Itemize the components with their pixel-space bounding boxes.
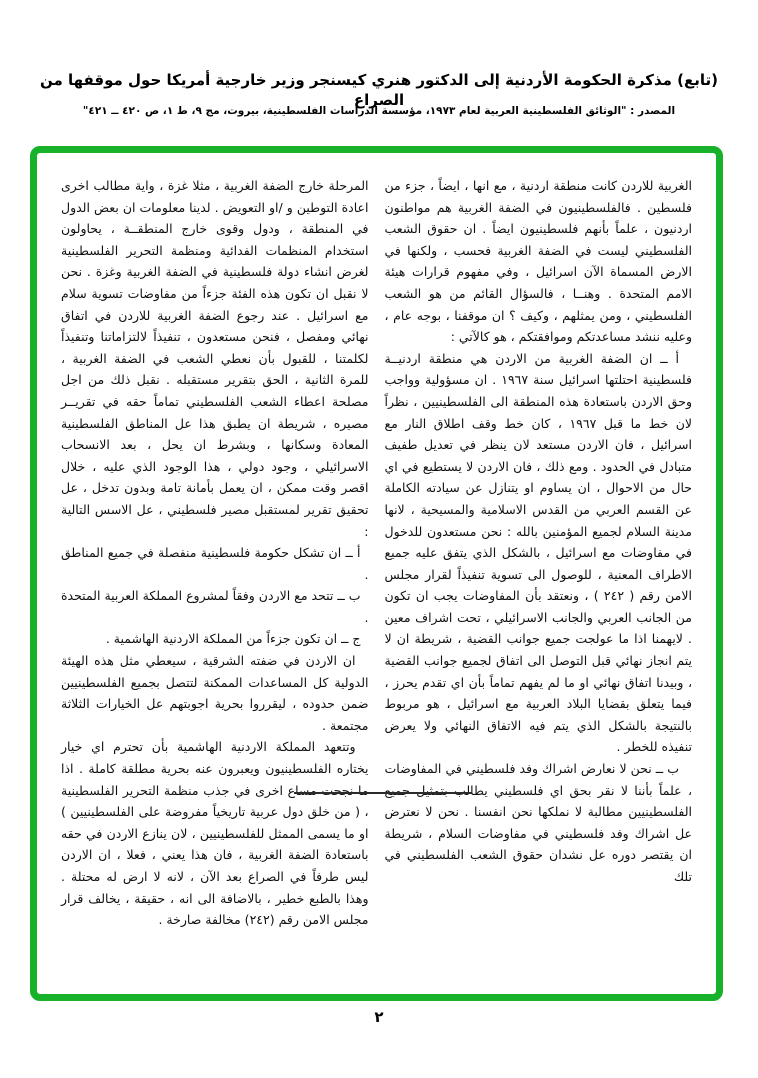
paragraph-point-a: أ ــ ان الضفة الغربية من الاردن هي منطقة اردنيــة فلسطينية احتلتها اسرائيل سنة ١٩٦٧ . ان مسؤولية وواجب وحق الاردن باستعادة هذه المنطقة الى الفلسطينيين ، نظراً لان خط ما قبل ١٩٦٧ ، كان خط وقف اطلاق النار مع اسرائيل ، فان الاردن مستعد لان ينظر في تعديل طفيف متبادل في الحدود . ومع ذلك ، فان الاردن لا يستطيع في اي حال من الاحوال ، ان يساوم او يتنازل عن سيادته الكاملة عن القسم العربي من القدس الاسلامية والمسيحية ، لانها مدينة السلام لجميع المؤمنين بالله : نحن مستعدون للدخول في مفاوضات مع اسرائيل ، بالشكل الذي يتفق عليه جميع الاطراف المعنية ، للوصول الى تسوية تنفيذاً لقرار مجلس الامن رقم ( ٢٤٢ ) ، ونعتقد بأن المفاوضات يجب ان تكون من الجانب العربي والجانب الاسرائيلي ، تحت اشراف معين . لايهمنا اذا ما عولجت جميع جوانب القضية ، شريطة ان لا يتم انجاز نهائي قبل التوصل الى اتفاق لجميع جوانب القضية ، وبيدنا اتفاق نهائي او ما لم يفهم تماماً بأن اي تقدم يحرز ، فيما يتعلق بقضايا البلاد العربية مع اسرائيل ، هو مربوط بالنتيجة بالشكل الذي يتم فيه الاتفاق النهائي ولا يعرض تنفيذه للخطر . bbox=[384, 350, 693, 755]
paragraph-jordan-east-bank: ان الاردن في ضفته الشرقية ، سيعطي مثل هذه الهيئة الدولية كل المساعدات الممكنة لتتصل بجميع الفلسطينيين ضمن حدوده ، ليقرروا بحرية اجوبتهم عل الخيارات الثلاثة مجتمعة . bbox=[61, 653, 369, 733]
option-item-b: ب ــ تتحد مع الاردن وفقاً لمشروع المملكة العربية المتحدة . bbox=[61, 588, 369, 625]
option-item-a: أ ــ ان تشكل حكومة فلسطينية منفصلة في جميع المناطق . bbox=[61, 545, 369, 582]
column-right bbox=[385, 175, 693, 994]
end-of-document-rule bbox=[294, 792, 472, 794]
green-document-frame bbox=[30, 146, 723, 1001]
source-citation: المصدر : "الوثائق الفلسطينية العربية لعام ١٩٧٣، مؤسسة الدراسات الفلسطينية، بيروت، مج ٩، ط ١، ص ٤٢٠ ــ ٤٢١" bbox=[82, 105, 676, 117]
paragraph-continuation: المرحلة خارج الضفة الغربية ، مثلا غزة ، واية مطالب اخرى اعادة التوطين و /او التعويض . لدينا معلومات ان بعض الدول في المنطقة ، ودول وقوى خارج المنطقــة ، يحاولون استخدام المنظمات الفدائية ومنظمة التحرير الفلسطينية لغرض انشاء دولة فلسطينية في الضفة الغربية وغزة . نحن لا نقبل ان تكون هذه الفئة جزءاً من مفاوضات تسوية سلام مع اسرائيل . عند رجوع الضفة الغربية للاردن في اتفاق نهائي ومفصل ، فنحن مستعدون ، تنفيذاً لالتزاماتنا وتنفيذاً لكلمتنا ، للقبول بأن نعطي الشعب في الضفة الغربية ، للمرة الثانية ، الحق بتقرير مستقبله . نقبل ذلك من اجل مصلحة اعطاء الشعب الفلسطيني تماماً حقه في تقريــر مصيره ، شريطة ان يطبق هذا عل المناطق الفلسطينية المعادة وسكانها ، وبشرط ان يحل ، بعد الانسحاب الاسرائيلي ، وجود دولي ، هذا الوجود الذي عليه ، خلال اقصر وقت ممكن ، ان يعمل بأمانة تامة وبدون تدخل ، عل تحقيق تقرير لمستقبل مصير فلسطيني ، عل الاسس التالية : bbox=[61, 178, 369, 539]
option-item-c: ج ــ ان تكون جزءاً من المملكة الاردنية الهاشمية . bbox=[105, 631, 361, 647]
document-body bbox=[37, 153, 716, 994]
column-left bbox=[61, 175, 369, 994]
page-number: ٢ bbox=[374, 1008, 384, 1026]
document-title: (تابع) مذكرة الحكومة الأردنية إلى الدكتور هنري كيسنجر وزير خارجية أمريكا حول موقفها من الصراع bbox=[39, 71, 719, 109]
paragraph-continuation: الغربية للاردن كانت منطقة اردنية ، مع انها ، ايضاً ، جزء من فلسطين . فالفلسطينيون في الضفة الغربية هم مواطنون اردنيون ، علماً بأنهم فلسطينيون ايضاً . ان حقوق الشعب الفلسطيني ليست في الضفة الغربية فحسب ، ولكنها في الارض المسماة الآن اسرائيل ، وفي مفهوم قرارات هيئة الامم المتحدة . وهنــا ، فالسؤال القائم من هو الشعب الفلسطيني ، ومن يمثلهم ، وكيف ؟ ان موقفنا ، بوجه عام ، وعليه ننشد مساعدتكم وموافقتكم ، هو كالآتي : bbox=[384, 178, 692, 345]
paragraph-point-b: ب ــ نحن لا نعارض اشراك وفد فلسطيني في المفاوضات ، علماً بأننا لا نقر بحق اي فلسطيني يطالب بتمثيل جميع الفلسطينيين مطالبة لا نملكها نحن انفسنا . نحن لا نعترض عل اشراك وفد فلسطيني في مفاوضات السلام ، شريطة ان يقتصر دوره عل نشدان حقوق الشعب الفلسطيني في تلك bbox=[384, 761, 692, 884]
paragraph-kingdom-pledge: وتتعهد المملكة الاردنية الهاشمية بأن تحترم اي خيار يختاره الفلسطينيون ويعبرون عنه بحرية مطلقة كاملة . اذا ما نجحت مساع اخرى في جذب منظمة التحرير الفلسطينية ، ( من خلق دول عربية تاريخياً مفروضة على الفلسطينيين ) او ما يسمى الممثل للفلسطينيين ، لان ينازع الاردن في حقه باستعادة الضفة الغربية ، فان هذا يعني ، فعلا ، ان الاردن ليس طرفاً في الصراع بعد الآن ، لانه لا ارض له محتلة . وهذا بالطبع خطير ، بالاضافة الى انه ، حقيقة ، يخالف قرار مجلس الامن رقم (٢٤٢) مخالفة صارخة . bbox=[61, 739, 369, 928]
